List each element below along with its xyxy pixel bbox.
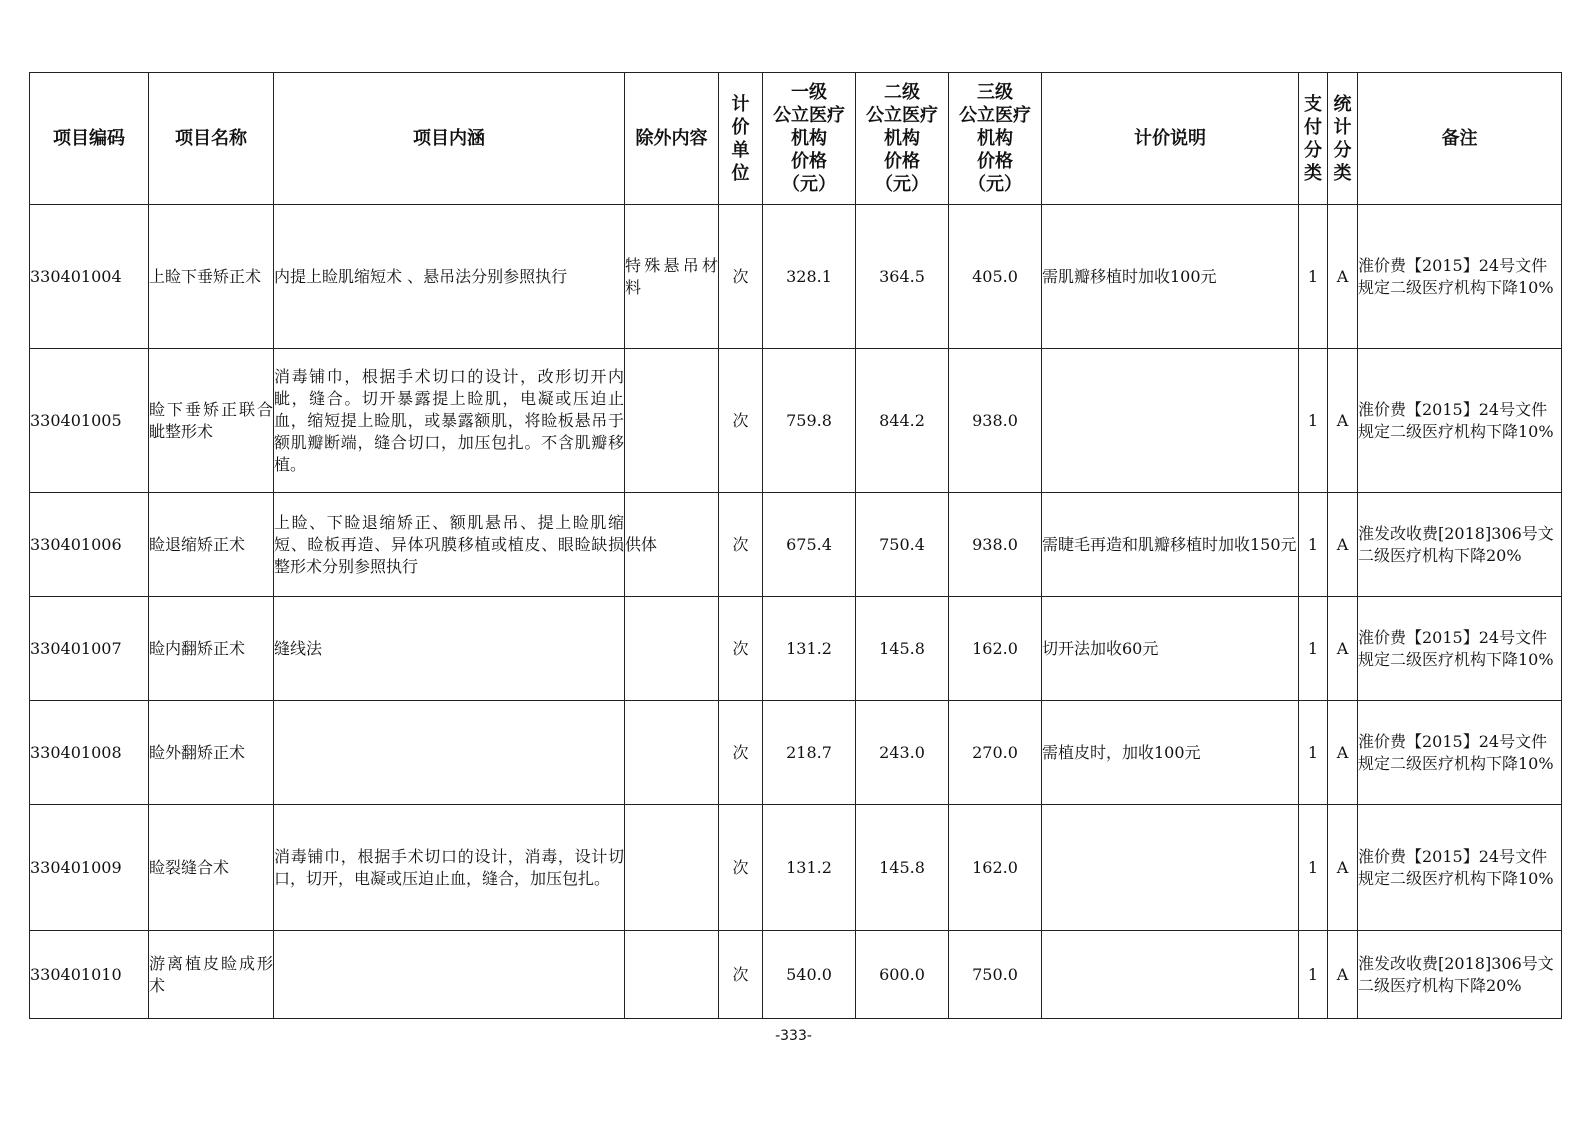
cell-content: 上睑、下睑退缩矫正、额肌悬吊、提上睑肌缩短、睑板再造、异体巩膜移植或植皮、眼睑缺损整形术分别参照执行 [274, 493, 625, 597]
cell-stat-category: A [1328, 701, 1358, 805]
cell-stat-category: A [1328, 493, 1358, 597]
header-price-level3: 三级 公立医疗 机构 价格 （元） [949, 73, 1042, 205]
cell-price-level1: 328.1 [763, 205, 856, 349]
header-pricing-note: 计价说明 [1042, 73, 1299, 205]
table-row [30, 701, 1562, 805]
cell-exclusions [625, 931, 719, 1019]
table-body [30, 205, 1562, 1019]
fee-table [29, 72, 1562, 1019]
cell-pricing-note [1042, 931, 1299, 1019]
cell-price-level2: 750.4 [856, 493, 949, 597]
cell-pricing-note: 需睫毛再造和肌瓣移植时加收150元 [1042, 493, 1299, 597]
cell-content: 消毒铺巾，根据手术切口的设计，改形切开内眦，缝合。切开暴露提上睑肌，电凝或压迫止血，缩短提上睑肌，或暴露额肌，将睑板悬吊于额肌瓣断端，缝合切口，加压包扎。不含肌瓣移植。 [274, 349, 625, 493]
cell-price-level3: 938.0 [949, 349, 1042, 493]
cell-price-level2: 243.0 [856, 701, 949, 805]
cell-unit: 次 [719, 701, 763, 805]
header-name: 项目名称 [149, 73, 274, 205]
cell-name: 睑外翻矫正术 [149, 701, 274, 805]
header-payment-category: 支 付 分 类 [1299, 73, 1328, 205]
page-number: -333- [775, 1028, 812, 1044]
cell-price-level2: 145.8 [856, 805, 949, 931]
cell-code: 330401005 [30, 349, 149, 493]
table-row [30, 205, 1562, 349]
cell-name: 睑裂缝合术 [149, 805, 274, 931]
cell-price-level3: 162.0 [949, 805, 1042, 931]
cell-payment-category: 1 [1299, 931, 1328, 1019]
header-row [30, 73, 1562, 205]
cell-remarks: 淮价费【2015】24号文件规定二级医疗机构下降10% [1358, 349, 1562, 493]
cell-remarks: 淮价费【2015】24号文件规定二级医疗机构下降10% [1358, 597, 1562, 701]
table-row [30, 805, 1562, 931]
cell-price-level3: 938.0 [949, 493, 1042, 597]
cell-pricing-note [1042, 349, 1299, 493]
cell-unit: 次 [719, 597, 763, 701]
cell-payment-category: 1 [1299, 205, 1328, 349]
cell-name: 睑退缩矫正术 [149, 493, 274, 597]
cell-code: 330401010 [30, 931, 149, 1019]
header-stat-category: 统 计 分 类 [1328, 73, 1358, 205]
cell-exclusions: 特殊悬吊材料 [625, 205, 719, 349]
cell-payment-category: 1 [1299, 349, 1328, 493]
cell-code: 330401004 [30, 205, 149, 349]
cell-exclusions: 供体 [625, 493, 719, 597]
cell-unit: 次 [719, 349, 763, 493]
cell-payment-category: 1 [1299, 597, 1328, 701]
header-exclusions: 除外内容 [625, 73, 719, 205]
cell-remarks: 淮价费【2015】24号文件规定二级医疗机构下降10% [1358, 701, 1562, 805]
header-remarks: 备注 [1358, 73, 1562, 205]
header-unit: 计 价 单 位 [719, 73, 763, 205]
cell-remarks: 淮发改收费[2018]306号文二级医疗机构下降20% [1358, 931, 1562, 1019]
cell-price-level3: 405.0 [949, 205, 1042, 349]
cell-price-level3: 270.0 [949, 701, 1042, 805]
cell-price-level2: 364.5 [856, 205, 949, 349]
cell-name: 上睑下垂矫正术 [149, 205, 274, 349]
cell-stat-category: A [1328, 349, 1358, 493]
cell-payment-category: 1 [1299, 701, 1328, 805]
table-row [30, 493, 1562, 597]
cell-code: 330401007 [30, 597, 149, 701]
cell-stat-category: A [1328, 805, 1358, 931]
cell-price-level1: 540.0 [763, 931, 856, 1019]
header-code: 项目编码 [30, 73, 149, 205]
cell-exclusions [625, 349, 719, 493]
cell-price-level1: 675.4 [763, 493, 856, 597]
cell-price-level3: 162.0 [949, 597, 1042, 701]
cell-name: 睑下垂矫正联合眦整形术 [149, 349, 274, 493]
cell-code: 330401006 [30, 493, 149, 597]
cell-name: 游离植皮睑成形术 [149, 931, 274, 1019]
cell-price-level1: 759.8 [763, 349, 856, 493]
cell-unit: 次 [719, 805, 763, 931]
cell-remarks: 淮发改收费[2018]306号文二级医疗机构下降20% [1358, 493, 1562, 597]
cell-content: 缝线法 [274, 597, 625, 701]
cell-payment-category: 1 [1299, 493, 1328, 597]
cell-exclusions [625, 597, 719, 701]
cell-exclusions [625, 701, 719, 805]
cell-remarks: 淮价费【2015】24号文件规定二级医疗机构下降10% [1358, 205, 1562, 349]
cell-pricing-note: 切开法加收60元 [1042, 597, 1299, 701]
cell-price-level3: 750.0 [949, 931, 1042, 1019]
cell-unit: 次 [719, 205, 763, 349]
cell-exclusions [625, 805, 719, 931]
cell-content: 消毒铺巾，根据手术切口的设计，消毒，设计切口，切开，电凝或压迫止血，缝合，加压包扎。 [274, 805, 625, 931]
cell-stat-category: A [1328, 205, 1358, 349]
cell-content [274, 931, 625, 1019]
cell-remarks: 淮价费【2015】24号文件规定二级医疗机构下降10% [1358, 805, 1562, 931]
cell-code: 330401009 [30, 805, 149, 931]
cell-content: 内提上睑肌缩短术 、悬吊法分别参照执行 [274, 205, 625, 349]
cell-name: 睑内翻矫正术 [149, 597, 274, 701]
cell-price-level1: 131.2 [763, 805, 856, 931]
cell-code: 330401008 [30, 701, 149, 805]
cell-unit: 次 [719, 493, 763, 597]
cell-pricing-note: 需植皮时，加收100元 [1042, 701, 1299, 805]
header-price-level1: 一级 公立医疗 机构 价格 （元） [763, 73, 856, 205]
cell-price-level2: 844.2 [856, 349, 949, 493]
cell-price-level1: 218.7 [763, 701, 856, 805]
table-row [30, 349, 1562, 493]
cell-content [274, 701, 625, 805]
cell-price-level2: 600.0 [856, 931, 949, 1019]
table-row [30, 597, 1562, 701]
cell-stat-category: A [1328, 597, 1358, 701]
cell-payment-category: 1 [1299, 805, 1328, 931]
cell-price-level1: 131.2 [763, 597, 856, 701]
cell-pricing-note [1042, 805, 1299, 931]
cell-stat-category: A [1328, 931, 1358, 1019]
header-price-level2: 二级 公立医疗 机构 价格 （元） [856, 73, 949, 205]
table-header [30, 73, 1562, 205]
header-content: 项目内涵 [274, 73, 625, 205]
cell-pricing-note: 需肌瓣移植时加收100元 [1042, 205, 1299, 349]
table-row [30, 931, 1562, 1019]
cell-price-level2: 145.8 [856, 597, 949, 701]
cell-unit: 次 [719, 931, 763, 1019]
